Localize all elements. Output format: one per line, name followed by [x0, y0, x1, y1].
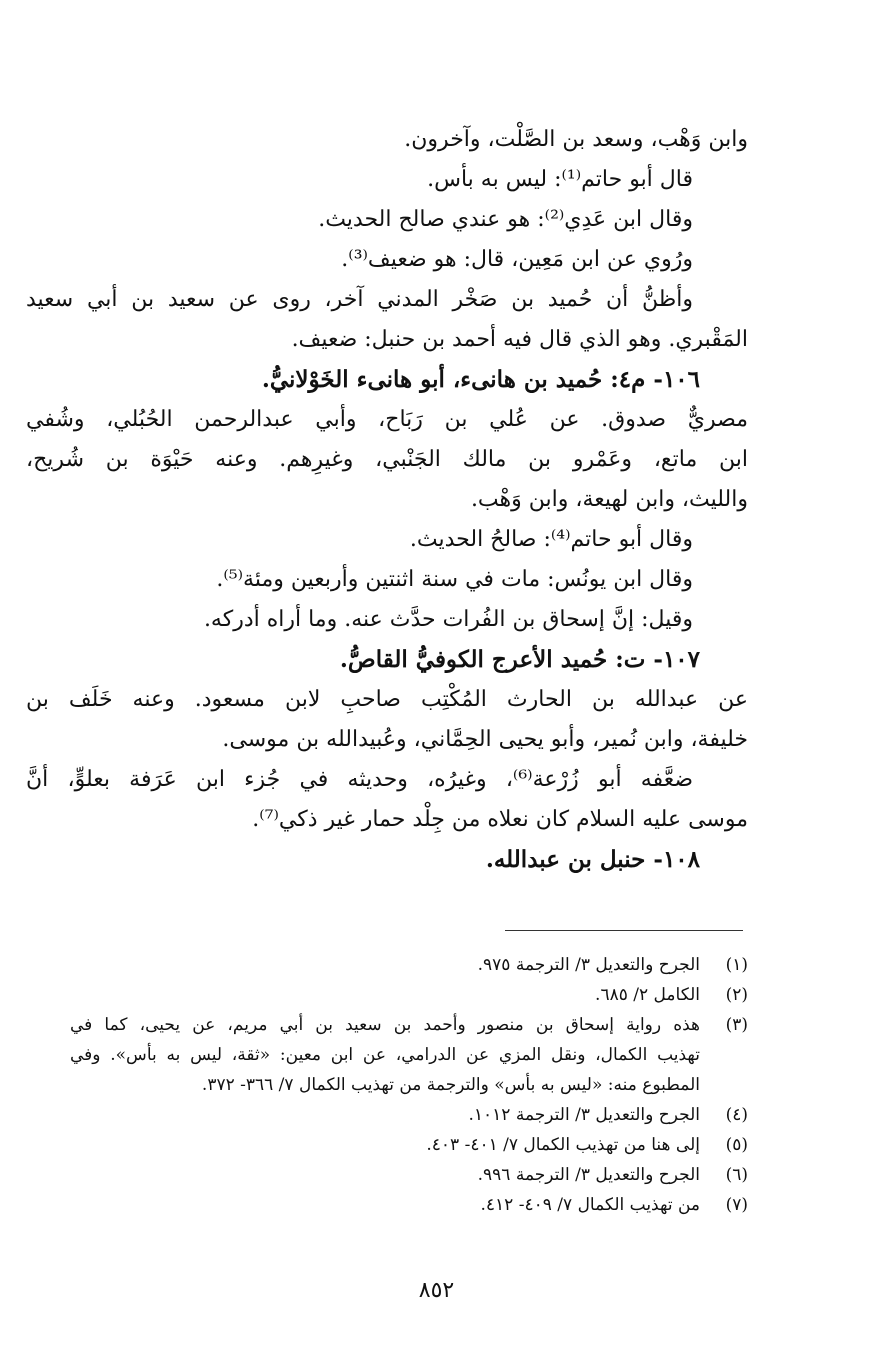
footnote-1 — [70, 950, 748, 980]
text-line: وقال ابن عَدِي⁽²⁾: هو عندي صالح الحديث. — [318, 207, 693, 232]
footnote-number: (٦) — [725, 1165, 748, 1185]
text-line: وقال ابن يونُس: مات في سنة اثنتين وأربعين ومئة⁽⁵⁾. — [216, 567, 693, 592]
footnote-text-line: المطبوع منه: «ليس به بأس» والترجمة من تهذيب الكمال ٧/ ٣٦٦- ٣٧٢. — [201, 1075, 700, 1095]
footnote-6 — [70, 1160, 748, 1190]
footnote-3 — [70, 1010, 748, 1100]
page-number: ٨٥٢ — [418, 1278, 455, 1303]
text-line: وقيل: إنَّ إسحاق بن الفُرات حدَّث عنه. وما أراه أدركه. — [203, 607, 693, 632]
footnote-text: الجرح والتعديل ٣/ الترجمة ١٠١٢. — [468, 1105, 700, 1125]
text-line: خليفة، وابن نُمير، وأبو يحيى الحِمَّاني، وعُبيدالله بن موسى. — [222, 727, 748, 752]
footnote-text: الكامل ٢/ ٦٨٥. — [595, 985, 700, 1005]
footnote-number: (٧) — [725, 1195, 748, 1215]
text-line: ورُوي عن ابن مَعِين، قال: هو ضعيف⁽³⁾. — [341, 247, 693, 272]
footnote-number: (٤) — [725, 1105, 748, 1125]
footnotes — [70, 950, 748, 1220]
footnote-2 — [70, 980, 748, 1010]
footnote-text: الجرح والتعديل ٣/ الترجمة ٩٧٥. — [477, 955, 700, 975]
footnote-number: (٣) — [725, 1015, 748, 1035]
footnote-text: إلى هنا من تهذيب الكمال ٧/ ٤٠١- ٤٠٣. — [426, 1135, 700, 1155]
text-line: عن عبدالله بن الحارث المُكْتِب صاحبِ لابن مسعود. وعنه خَلَف بن — [26, 687, 748, 712]
main-text — [26, 120, 748, 880]
footnote-separator — [505, 930, 743, 931]
footnote-text: من تهذيب الكمال ٧/ ٤٠٩- ٤١٢. — [480, 1195, 700, 1215]
text-line: قال أبو حاتم⁽¹⁾: ليس به بأس. — [427, 167, 693, 192]
entry-heading-106: ١٠٦- م٤: حُميد بن هانىء، أبو هانىء الخَوْلانيُّ. — [261, 366, 700, 393]
entry-heading-107: ١٠٧- ت: حُميد الأعرج الكوفيُّ القاصُّ. — [339, 646, 700, 673]
text-line: والليث، وابن لهيعة، وابن وَهْب. — [470, 487, 748, 512]
footnote-text-block — [70, 1010, 700, 1100]
footnote-number: (٢) — [725, 985, 748, 1005]
text-line: وقال أبو حاتم⁽⁴⁾: صالحُ الحديث. — [409, 527, 693, 552]
entry-heading-108: ١٠٨- حنبل بن عبدالله. — [485, 846, 700, 873]
footnote-text: الجرح والتعديل ٣/ الترجمة ٩٩٦. — [477, 1165, 700, 1185]
text-line: المَقْبري. وهو الذي قال فيه أحمد بن حنبل: ضعيف. — [291, 327, 748, 352]
footnote-text-line: هذه رواية إسحاق بن منصور وأحمد بن سعيد بن أبي مريم، عن يحيى، كما في — [70, 1015, 700, 1035]
text-line: مصريٌّ صدوق. عن عُلي بن رَبَاح، وأبي عبدالرحمن الحُبُلي، وشُفي — [26, 407, 748, 432]
footnote-5 — [70, 1130, 748, 1160]
text-line: وأظنُّ أن حُميد بن صَخْر المدني آخر، روى عن سعيد بن أبي سعيد — [26, 287, 693, 312]
footnote-4 — [70, 1100, 748, 1130]
footnote-text-line: تهذيب الكمال، ونقل المزي عن الدرامي، عن ابن معين: «ثقة، ليس به بأس». وفي — [70, 1045, 700, 1065]
footnote-number: (٥) — [725, 1135, 748, 1155]
text-line: ضعَّفه أبو زُرْعة⁽⁶⁾، وغيرُه، وحديثه في جُزء ابن عَرَفة بعلوٍّ، أنَّ — [26, 767, 693, 792]
text-line: موسى عليه السلام كان نعلاه من جِلْد حمار غير ذكي⁽⁷⁾. — [252, 807, 748, 832]
text-line: ابن ماتع، وعَمْرو بن مالك الجَنْبي، وغيرِهم. وعنه حَيْوَة بن شُريح، — [26, 447, 748, 472]
footnote-7 — [70, 1190, 748, 1220]
text-line: وابن وَهْب، وسعد بن الصَّلْت، وآخرون. — [404, 127, 748, 152]
footnote-number: (١) — [725, 955, 748, 975]
